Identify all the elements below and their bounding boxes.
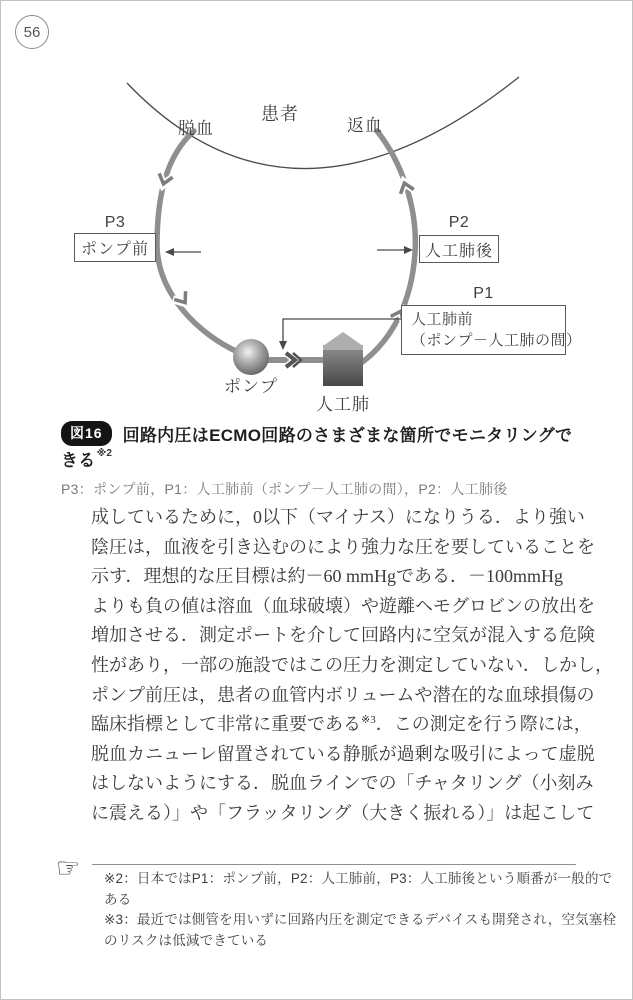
oxygenator-icon xyxy=(323,332,363,386)
body-line xyxy=(91,592,595,622)
body-line-text: 臨床指標として非常に重要である xyxy=(91,714,361,735)
p1-box-label-line1: 人工肺前 xyxy=(411,311,474,328)
body-line xyxy=(91,533,595,563)
body-line-text: はしないようにする．脱血ラインでの「チャタリング（小刻み xyxy=(91,773,594,794)
footnote-line: ある xyxy=(104,891,132,907)
oxygenator-label: 人工肺 xyxy=(316,395,370,414)
body-line-text: に震える）」や「フラッタリング（大きく振れる）」は起こして xyxy=(91,802,595,823)
p2-id-label: P2 xyxy=(448,214,470,231)
body-line-text: よりも負の値は溶血（血球破壊）や遊離ヘモグロビンの放出を xyxy=(91,595,595,616)
body-line xyxy=(91,503,583,533)
body-line xyxy=(91,651,613,681)
p2-box-label: 人工肺後 xyxy=(424,242,493,260)
ecmo-circuit-diagram xyxy=(1,1,633,421)
footnote-line: ※2：日本ではP1：ポンプ前，P2：人工肺前，P3：人工肺後という順番が一般的で xyxy=(104,871,613,886)
footnote-ref: ※3 xyxy=(361,714,376,727)
p1-box xyxy=(401,305,582,355)
pointing-hand-icon: ☞ xyxy=(56,853,81,884)
body-line xyxy=(91,710,592,740)
body-line-text: 成しているために，0以下（マイナス）になりうる．より強い xyxy=(91,507,585,527)
body-line xyxy=(91,769,594,799)
p2-pointer-arrow xyxy=(377,246,413,254)
p1-box-label-line2: （ポンプ－人工肺の間） xyxy=(411,332,582,349)
body-line-text: 増加させる．測定ポートを介して回路内に空気が混入する危険 xyxy=(91,625,595,646)
footnote-text xyxy=(104,869,617,951)
return-label: 返血 xyxy=(347,116,383,135)
body-line-text: ポンプ前圧は，患者の血管内ボリュームや潜在的な血球損傷の xyxy=(91,684,595,705)
body-line-text: 脱血カニューレ留置されている静脈が過剰な吸引によって虚脱 xyxy=(91,743,595,764)
pump-label: ポンプ xyxy=(224,377,278,396)
footnote-line: ※3：最近では側管を用いずに回路内圧を測定できるデバイスも開発され，空気塞栓 xyxy=(104,912,617,927)
body-text xyxy=(91,503,613,829)
body-line-text: ．この測定を行う際には， xyxy=(375,714,592,735)
body-line xyxy=(91,621,595,651)
drainage-tube xyxy=(157,131,240,353)
body-line xyxy=(91,681,595,711)
p2-box xyxy=(419,235,499,263)
p3-id-label: P3 xyxy=(104,214,126,231)
body-line xyxy=(91,562,583,592)
page-number: 56 xyxy=(23,23,41,41)
drainage-label: 脱血 xyxy=(178,119,214,138)
patient-label: 患者 xyxy=(261,104,299,124)
p3-box xyxy=(74,233,156,262)
body-line-text: 示す．理想的な圧目標は約－60 mmHgである．－100mmHg xyxy=(91,566,564,587)
p1-id-label: P1 xyxy=(473,285,494,302)
p3-box-label: ポンプ前 xyxy=(80,241,149,258)
p3-pointer-arrow xyxy=(165,248,201,256)
figure-title-footnote-ref: ※2 xyxy=(96,448,112,460)
body-line xyxy=(91,740,595,770)
figure-badge: 図16 xyxy=(61,421,112,446)
pump-icon xyxy=(233,339,269,375)
footnote-line: のリスクは低減できている xyxy=(104,932,269,948)
footnote-rule xyxy=(92,864,576,865)
body-line-text: 陰圧は，血液を引き込むのにより強力な圧を要していることを xyxy=(91,536,595,557)
figure-title: 回路内圧はECMO回路のさまざまな箇所でモニタリングできる xyxy=(61,426,573,470)
figure-subcaption: P3：ポンプ前，P1：人工肺前（ポンプ－人工肺の間），P2：人工肺後 xyxy=(61,481,508,497)
body-line-text: 性があり，一部の施設ではこの圧力を測定していない．しかし， xyxy=(91,654,613,675)
body-line xyxy=(91,799,595,829)
figure-caption xyxy=(61,421,581,499)
flow-chevron-icon xyxy=(155,172,415,368)
